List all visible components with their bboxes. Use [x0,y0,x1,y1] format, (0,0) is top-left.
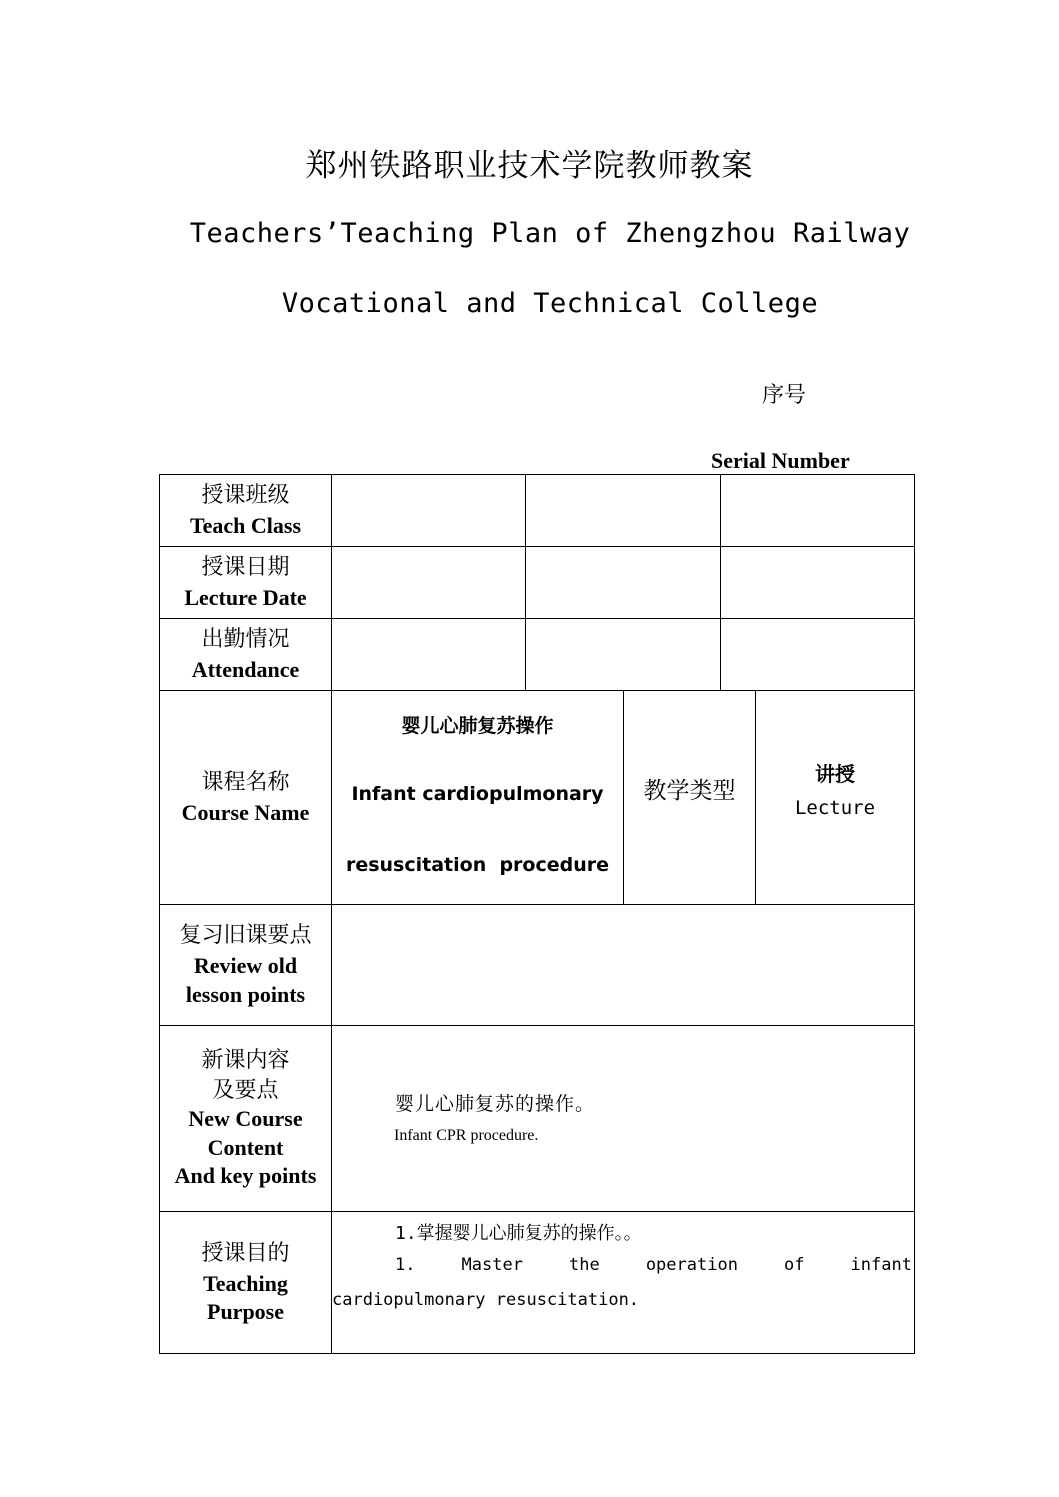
review-label-en-line1: Review old [193,953,298,979]
purpose-word: operation [645,1255,738,1275]
new-course-content-cn: 婴儿心肺复苏的操作。 [395,1093,596,1115]
course-name-label [160,691,331,904]
lecture-date-label [160,547,331,618]
teach-class-label-cn: 授课班级 [201,483,290,509]
purpose-word: infant [850,1255,912,1275]
course-name-label-cn: 课程名称 [201,770,290,796]
purpose-content-cn: 1.掌握婴儿心肺复苏的操作。。 [395,1223,642,1244]
attendance-label [160,619,331,690]
new-course-label-cn-line2: 及要点 [212,1077,279,1103]
document-title-en-line2: Vocational and Technical College [281,288,819,319]
course-name-value-en-line1: Infant cardiopulmonary [351,783,604,805]
review-label-en-line2: lesson points [185,981,306,1007]
new-course-label [160,1026,331,1211]
purpose-word: of [784,1255,805,1275]
attendance-label-cn: 出勤情况 [201,627,290,653]
purpose-label-en-line1: Teaching [203,1270,288,1296]
new-course-content-en: Infant CPR procedure. [394,1127,539,1144]
lecture-date-label-en: Lecture Date [184,585,307,611]
new-course-label-en-line2: Content [207,1134,284,1160]
new-course-label-en-line1: New Course [188,1106,303,1132]
lecture-date-label-cn: 授课日期 [201,555,290,581]
purpose-word: 1. [395,1255,416,1275]
course-name-label-en: Course Name [181,800,310,826]
document-title-en-line1: Teachers’Teaching Plan of Zhengzhou Railway [189,218,911,249]
teaching-type-value [756,691,914,904]
teach-class-label [160,475,331,546]
purpose-word: Master [461,1255,523,1275]
new-course-label-en-line3: And key points [174,1163,317,1189]
teaching-type-label [624,691,755,904]
purpose-label [160,1212,331,1353]
review-label-cn: 复习旧课要点 [179,923,312,949]
serial-number-label-en: Serial Number [711,448,850,473]
teaching-type-value-en: Lecture [794,797,876,819]
teaching-type-value-cn: 讲授 [815,762,855,786]
new-course-label-cn-line1: 新课内容 [201,1047,290,1073]
purpose-content-en-line2: cardiopulmonary resuscitation. [332,1290,640,1310]
review-label [160,905,331,1025]
course-name-value-cn: 婴儿心肺复苏操作 [401,715,554,737]
teach-class-label-en: Teach Class [189,513,302,539]
teaching-type-label-cn: 教学类型 [643,777,736,804]
serial-number-label-cn: 序号 [762,383,807,408]
purpose-label-en-line2: Purpose [207,1299,284,1325]
document-title-cn: 郑州铁路职业技术学院教师教案 [305,148,754,184]
attendance-label-en: Attendance [191,657,300,683]
purpose-label-cn: 授课目的 [201,1240,290,1266]
course-name-value-en-line2: resuscitation procedure [345,854,610,876]
purpose-word: the [569,1255,600,1275]
purpose-content-en-line1 [395,1255,912,1275]
